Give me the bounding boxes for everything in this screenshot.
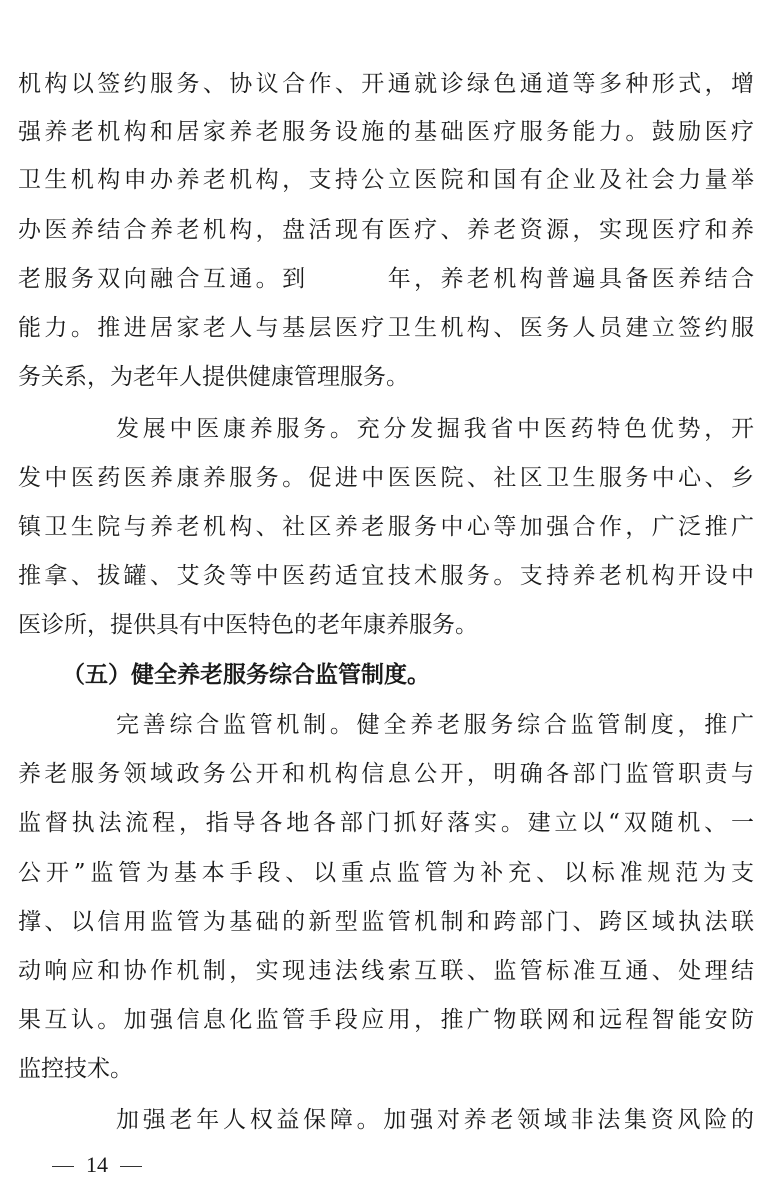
text-line: 机构以签约服务、协议合作、开通就诊绿色通道等多种形式，增 (18, 71, 754, 97)
text-line: 强养老机构和居家养老服务设施的基础医疗服务能力。鼓励医疗 (18, 119, 754, 145)
text-line: 发中医药医养康养服务。促进中医医院、社区卫生服务中心、乡 (18, 465, 754, 491)
text-line: 能力。推进居家老人与基层医疗卫生机构、医务人员建立签约服 (18, 315, 754, 341)
page-footer (40, 1150, 154, 1180)
text-line: 动响应和协作机制，实现违法线索互联、监管标准互通、处理结 (18, 958, 754, 984)
paragraph-start-line: 完善综合监管机制。健全养老服务综合监管制度，推广 (116, 712, 754, 738)
text-line: 卫生机构申办养老机构，支持公立医院和国有企业及社会力量举 (18, 167, 754, 193)
text-line: 老服务双向融合互通。到 年，养老机构普遍具备医养结合 (18, 266, 754, 292)
text-line: 监督执法流程，指导各地各部门抓好落实。建立以“双随机、一 (18, 810, 754, 836)
page-number: 14 (86, 1152, 108, 1177)
right-dash (120, 1166, 142, 1167)
text-line: 推拿、拔罐、艾灸等中医药适宜技术服务。支持养老机构开设中 (18, 563, 754, 589)
text-line: 公开”监管为基本手段、以重点监管为补充、以标准规范为支 (18, 860, 754, 886)
paragraph-start-line: 发展中医康养服务。充分发掘我省中医药特色优势，开 (116, 416, 754, 442)
text-line: 养老服务领域政务公开和机构信息公开，明确各部门监管职责与 (18, 761, 754, 787)
text-line: 医诊所，提供具有中医特色的老年康养服务。 (18, 612, 478, 638)
text-line: 监控技术。 (18, 1056, 133, 1082)
text-line: 果互认。加强信息化监管手段应用，推广物联网和远程智能安防 (18, 1007, 754, 1033)
text-line: 镇卫生院与养老机构、社区养老服务中心等加强合作，广泛推广 (18, 514, 754, 540)
section-heading: （五）健全养老服务综合监管制度。 (62, 661, 430, 688)
text-line: 撑、以信用监管为基础的新型监管机制和跨部门、跨区域执法联 (18, 909, 754, 935)
paragraph-start-line: 加强老年人权益保障。加强对养老领域非法集资风险的 (116, 1107, 754, 1133)
text-line: 办医养结合养老机构，盘活现有医疗、养老资源，实现医疗和养 (18, 217, 754, 243)
text-line: 务关系，为老年人提供健康管理服务。 (18, 364, 409, 390)
left-dash (52, 1166, 74, 1167)
